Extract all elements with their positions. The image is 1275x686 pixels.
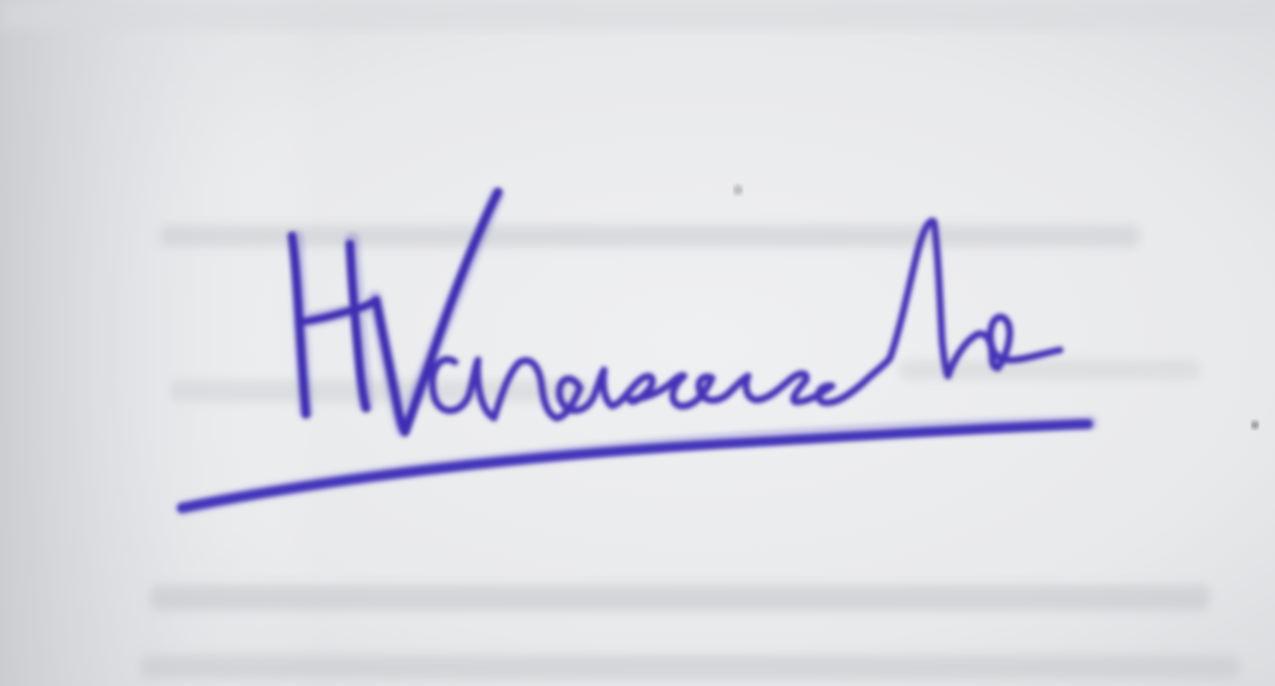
paper-speck [1251,421,1259,429]
paper-top-shadow [0,0,1275,30]
paper-speck [733,185,743,195]
